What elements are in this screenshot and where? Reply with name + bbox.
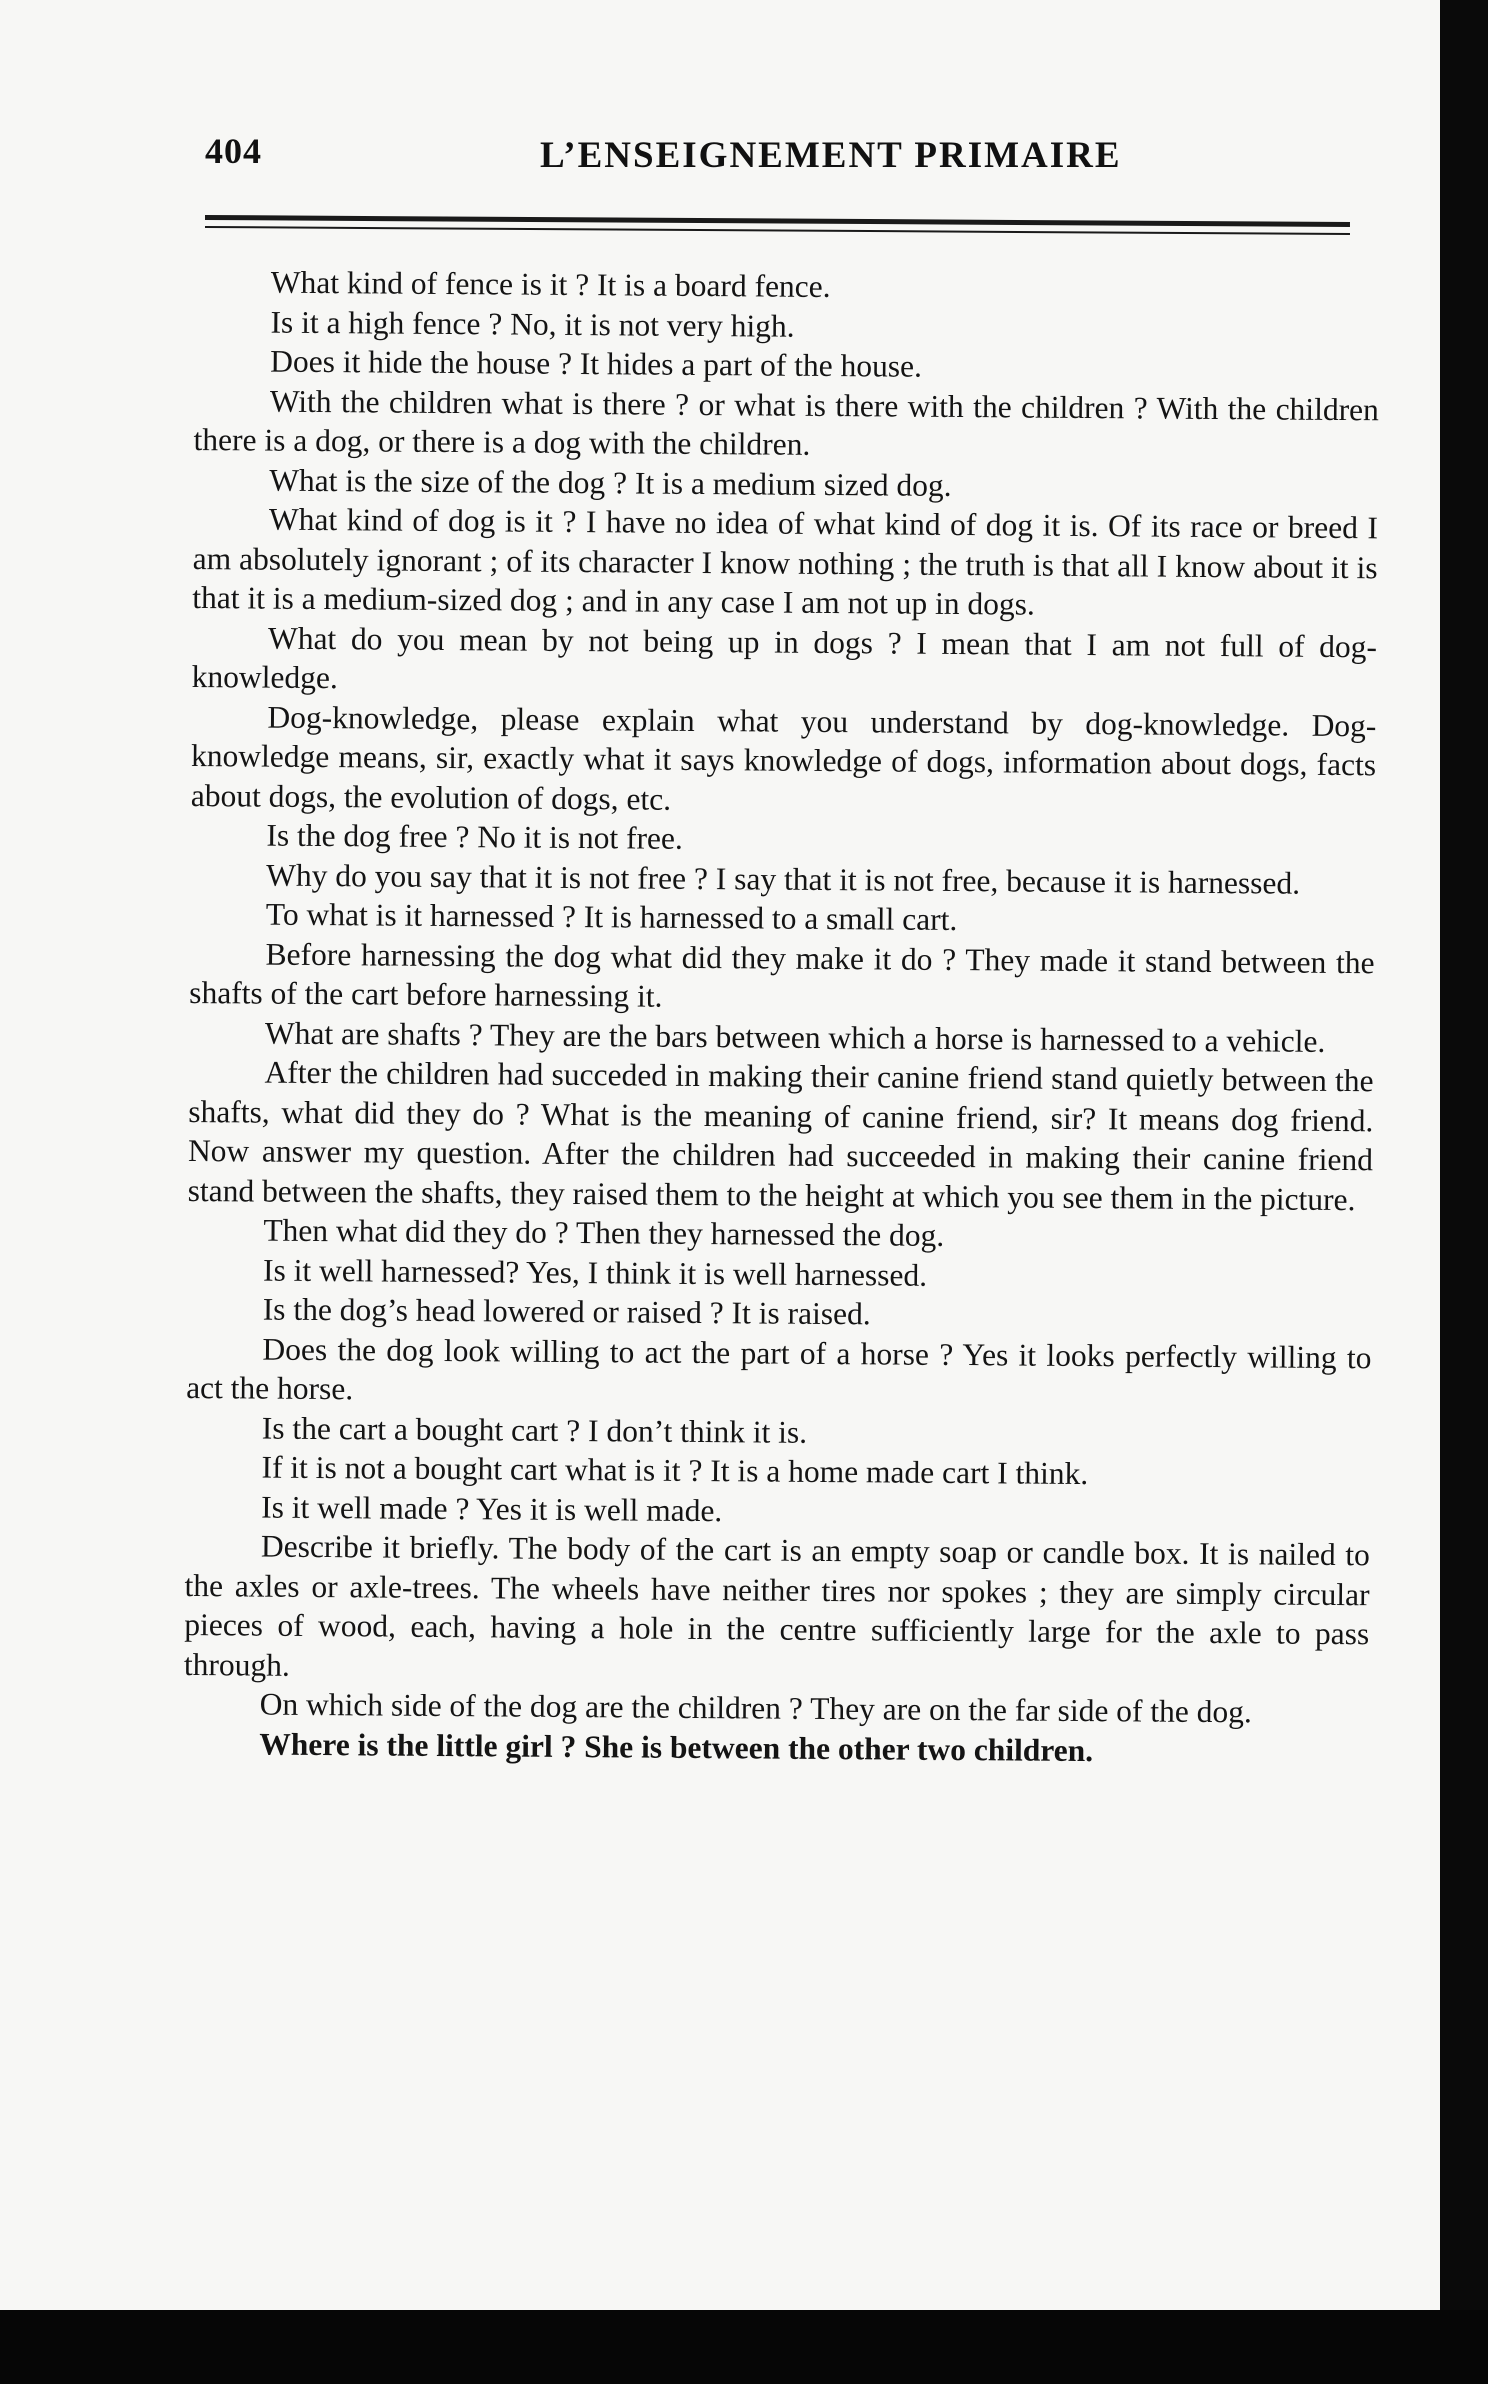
paragraph: Why do you say that it is not free ? I say that it is not free, because it is harnessed. bbox=[266, 857, 1301, 901]
page-number: 404 bbox=[205, 131, 262, 171]
paragraph: What kind of dog is it ? I have no idea of what kind of dog it is. Of its race or breed I am absolutely ignorant ; of its character I know nothing ; the truth is that all I know about it is that it is a medium-sized dog ; and in any case I am not up in dogs. bbox=[192, 501, 1379, 622]
paragraph: Is the dog’s head lowered or raised ? It is raised. bbox=[262, 1291, 871, 1332]
scan-border-right bbox=[1440, 0, 1488, 2384]
paragraph: Describe it briefly. The body of the cart is an empty soap or candle box. It is nailed to the axles or axle-trees. The wheels have neither tires nor spokes ; they are simply circular pieces of wood, each, having a hole in the centre sufficiently large for the axle to pass through. bbox=[183, 1528, 1371, 1683]
paragraph: Is the dog free ? No it is not free. bbox=[266, 817, 684, 856]
paragraph: Is it well harnessed? Yes, I think it is well harnessed. bbox=[262, 1252, 928, 1293]
paragraph: Before harnessing the dog what did they make it do ? They made it stand between the shafts of the cart before harnessing it. bbox=[189, 936, 1375, 1014]
paragraph: Then what did they do ? Then they harnessed the dog. bbox=[263, 1212, 945, 1253]
paragraph: To what is it harnessed ? It is harnessed to a small cart. bbox=[265, 896, 958, 938]
paragraph: Does it hide the house ? It hides a part of the house. bbox=[270, 343, 923, 384]
paragraph: What is the size of the dog ? It is a medium sized dog. bbox=[269, 462, 952, 503]
paragraph: What do you mean by not being up in dogs ? I mean that I am not full of dog-knowledge. bbox=[191, 620, 1378, 696]
paragraph: With the children what is there ? or what is there with the children ? With the children there is a dog, or there is a dog with the children. bbox=[193, 383, 1380, 462]
paragraph: Is it well made ? Yes it is well made. bbox=[261, 1489, 723, 1528]
paragraph: Does the dog look willing to act the part of a horse ? Yes it looks perfectly willing to act the horse. bbox=[186, 1331, 1372, 1407]
paragraph: Where is the little girl ? She is between the other two children. bbox=[259, 1726, 1094, 1768]
paragraph: If it is not a bought cart what is it ? It is a home made cart I think. bbox=[261, 1449, 1089, 1492]
header-rule-thin bbox=[205, 226, 1350, 235]
body-text bbox=[183, 262, 1380, 1772]
paragraph: Dog-knowledge, please explain what you understand by dog-knowledge. Dog-knowledge means, sir, exactly what it says knowledge of dogs, information about dogs, facts about dogs, the evolution of dogs, etc. bbox=[190, 699, 1377, 817]
page-header bbox=[205, 130, 1385, 190]
header-rule-thick bbox=[205, 215, 1350, 227]
paragraph: What kind of fence is it ? It is a board fence. bbox=[270, 264, 831, 304]
scan-border-bottom bbox=[0, 2310, 1488, 2384]
paragraph: Is it a high fence ? No, it is not very high. bbox=[270, 304, 795, 344]
paragraph: Is the cart a bought cart ? I don’t think it is. bbox=[261, 1410, 808, 1450]
paragraph: After the children had succeded in making their canine friend stand quietly between the shafts, what did they do ? What is the meaning of canine friend, sir? It means dog friend. Now answer my question. After the children had succeeded in making their canine friend stand between the shafts, they raised them to the height at which you see them in the picture. bbox=[187, 1054, 1374, 1217]
paragraph: What are shafts ? They are the bars between which a horse is harnessed to a vehicle. bbox=[264, 1015, 1326, 1059]
paragraph: On which side of the dog are the children ? They are on the far side of the dog. bbox=[259, 1686, 1253, 1730]
running-title: L’ENSEIGNEMENT PRIMAIRE bbox=[540, 135, 1122, 176]
